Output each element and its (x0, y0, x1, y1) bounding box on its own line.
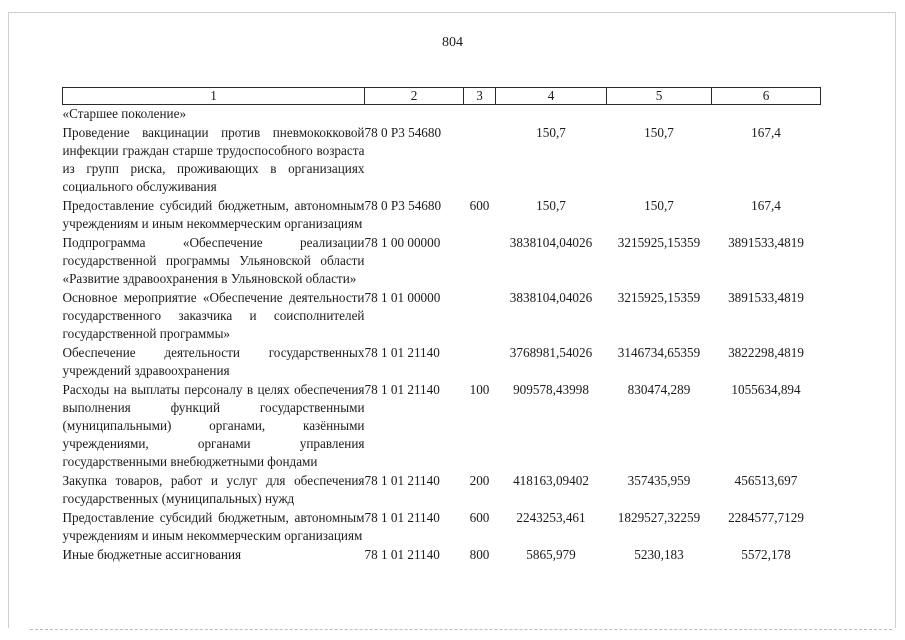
header-row (63, 88, 821, 105)
row-value-col5: 150,7 (644, 125, 674, 140)
page-number: 804 (442, 35, 463, 50)
row-name: Предоставление субсидий бюджетным, автономным учреждениям и иным некоммерческим организациям (62, 510, 365, 543)
row-code: 78 1 00 00000 (364, 235, 441, 250)
row-value-col4 (496, 105, 607, 125)
table-row (63, 105, 821, 125)
row-name: Закупка товаров, работ и услуг для обеспечения государственных (муниципальных) нужд (62, 473, 365, 506)
row-value-col5: 150,7 (644, 198, 674, 213)
row-value-col6: 3891533,4819 (728, 290, 804, 305)
row-name: Иные бюджетные ассигнования (62, 547, 242, 562)
row-value-col5: 5230,183 (634, 547, 684, 562)
row-value-col5: 1829527,32259 (617, 510, 701, 525)
row-value-col6: 1055634,894 (731, 382, 801, 397)
row-expense-type (464, 124, 496, 197)
table-row (63, 197, 821, 234)
column-header: 5 (607, 88, 712, 105)
row-expense-type: 600 (469, 510, 490, 525)
table-row (63, 289, 821, 344)
table-row (63, 472, 821, 509)
row-expense-type: 600 (469, 198, 490, 213)
row-value-col4: 150,7 (536, 198, 566, 213)
row-value-col6: 167,4 (751, 198, 781, 213)
row-code: 78 0 P3 54680 (364, 125, 442, 140)
row-value-col5 (607, 105, 712, 125)
row-value-col6: 5572,178 (741, 547, 791, 562)
row-value-col4: 3838104,04026 (509, 235, 593, 250)
table-row (63, 381, 821, 472)
row-code: 78 1 01 21140 (364, 547, 440, 562)
row-name: Основное мероприятие «Обеспечение деятельности государственного заказчика и соисполнителей государственной программы» (62, 290, 365, 341)
row-code: 78 1 01 21140 (364, 473, 440, 488)
row-value-col5: 3215925,15359 (617, 235, 701, 250)
row-value-col4: 5865,979 (526, 547, 576, 562)
row-code: 78 1 01 21140 (364, 510, 440, 525)
row-value-col5: 357435,959 (627, 473, 691, 488)
row-name: Подпрограмма «Обеспечение реализации государственной программы Ульяновской области «Развитие здравоохранения в Ульяновской области» (62, 235, 365, 286)
row-value-col4: 3838104,04026 (509, 290, 593, 305)
column-header: 1 (63, 88, 365, 105)
row-value-col6: 167,4 (751, 125, 781, 140)
row-code: 78 1 01 21140 (364, 345, 440, 360)
row-value-col5: 830474,289 (627, 382, 691, 397)
table-row (63, 344, 821, 381)
row-expense-type (464, 105, 496, 125)
row-value-col6: 3891533,4819 (728, 235, 804, 250)
row-value-col6: 2284577,7129 (728, 510, 804, 525)
row-expense-type: 100 (469, 382, 490, 397)
row-value-col4: 909578,43998 (513, 382, 589, 397)
row-value-col6 (712, 105, 821, 125)
row-expense-type: 200 (469, 473, 490, 488)
column-header: 6 (712, 88, 821, 105)
row-name: Проведение вакцинации против пневмококковой инфекции граждан старше трудоспособного возраста из групп риска, проживающих в организациях социального обслуживания (62, 125, 365, 194)
row-value-col6: 3822298,4819 (728, 345, 804, 360)
table-row (63, 234, 821, 289)
table-row (63, 509, 821, 546)
table-row (63, 546, 821, 565)
row-code (365, 105, 464, 125)
row-name: «Старшее поколение» (62, 106, 187, 121)
row-expense-type (464, 289, 496, 344)
column-header: 2 (365, 88, 464, 105)
row-value-col5: 3146734,65359 (617, 345, 701, 360)
row-name: Расходы на выплаты персоналу в целях обеспечения выполнения функций государственными (муниципальными) органами, казёнными учреждениями, органами управления государственными внебюджетными фондами (62, 382, 365, 469)
page-bottom-edge (30, 629, 892, 630)
row-value-col4: 3768981,54026 (509, 345, 593, 360)
row-expense-type (464, 344, 496, 381)
row-value-col4: 150,7 (536, 125, 566, 140)
row-value-col5: 3215925,15359 (617, 290, 701, 305)
row-code: 78 0 P3 54680 (364, 198, 442, 213)
row-name: Предоставление субсидий бюджетным, автономным учреждениям и иным некоммерческим организациям (62, 198, 365, 231)
row-expense-type (464, 234, 496, 289)
row-value-col4: 418163,09402 (513, 473, 589, 488)
budget-table (62, 87, 821, 565)
row-expense-type: 800 (469, 547, 490, 562)
row-code: 78 1 01 00000 (364, 290, 441, 305)
row-name: Обеспечение деятельности государственных учреждений здравоохранения (62, 345, 365, 378)
column-header: 3 (464, 88, 496, 105)
column-header: 4 (496, 88, 607, 105)
row-value-col6: 456513,697 (734, 473, 798, 488)
table-row (63, 124, 821, 197)
row-value-col4: 2243253,461 (516, 510, 586, 525)
row-code: 78 1 01 21140 (364, 382, 440, 397)
